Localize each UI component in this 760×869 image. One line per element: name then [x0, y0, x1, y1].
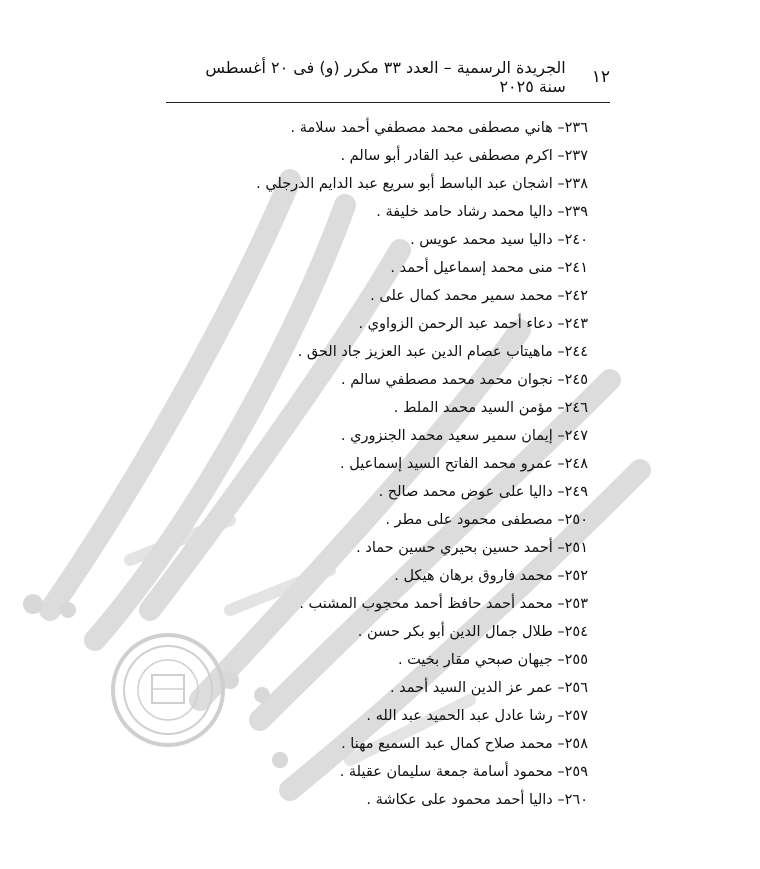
list-item: ٢٤١– منى محمد إسماعيل أحمد .	[390, 260, 588, 276]
list-item: ٢٤٩– داليا على عوض محمد صالح .	[378, 484, 588, 500]
list-item: ٢٥٢– محمد فاروق برهان هيكل .	[394, 568, 588, 584]
list-item: ٢٥٥– جيهان صبحي مقار بخيت .	[397, 652, 588, 668]
list-item: ٢٤٢– محمد سمير محمد كمال على .	[370, 288, 588, 304]
list-item: ٢٤٣– دعاء أحمد عبد الرحمن الزواوي .	[358, 316, 588, 332]
list-item: ٢٣٩– داليا محمد رشاد حامد خليفة .	[376, 204, 588, 220]
watermark-dot	[60, 602, 76, 618]
list-item: ٢٤٨– عمرو محمد الفاتح السيد إسماعيل .	[340, 456, 588, 472]
watermark-dot	[23, 594, 43, 614]
list-item: ٢٥٨– محمد صلاح كمال عبد السميع مهنا .	[341, 736, 588, 752]
list-item: ٢٤٦– مؤمن السيد محمد الملط .	[393, 400, 588, 416]
gazette-title: الجريدة الرسمية – العدد ٣٣ مكرر (و) فى ٢٠ أغسطس سنة ٢٠٢٥	[205, 58, 566, 96]
header-divider	[166, 102, 610, 103]
list-item: ٢٣٧– اكرم مصطفى عبد القادر أبو سالم .	[340, 148, 588, 164]
list-item: ٢٣٦– هاني مصطفى محمد مصطفي أحمد سلامة .	[290, 120, 588, 136]
list-item: ٢٣٨– اشجان عبد الباسط أبو سريع عبد الدايم الدرجلي .	[256, 176, 588, 192]
list-item: ٢٥٦– عمر عز الدين السيد أحمد .	[389, 680, 588, 696]
list-item: ٢٤٤– ماهيتاب عصام الدين عبد العزيز جاد الحق .	[297, 344, 588, 360]
list-item: ٢٤٠– داليا سيد محمد عويس .	[410, 232, 588, 248]
list-item: ٢٥٠– مصطفى محمود على مطر .	[385, 512, 588, 528]
list-item: ٢٥٣– محمد أحمد حافظ أحمد محجوب المشنب .	[299, 596, 588, 612]
list-item: ٢٥٩– محمود أسامة جمعة سليمان عقيلة .	[339, 764, 588, 780]
list-item: ٢٤٧– إيمان سمير سعيد محمد الجنزوري .	[340, 428, 588, 444]
list-item: ٢٤٥– نجوان محمد محمد مصطفي سالم .	[341, 372, 588, 388]
page-header	[180, 58, 610, 96]
list-item: ٢٦٠– داليا أحمد محمود على عكاشة .	[366, 792, 588, 808]
list-item: ٢٥٧– رشا عادل عبد الحميد عبد الله .	[366, 708, 588, 724]
list-item: ٢٥١– أحمد حسين بحيري حسين حماد .	[356, 540, 588, 556]
list-item: ٢٥٤– طلال جمال الدين أبو بكر حسن .	[357, 624, 588, 640]
page-number: ١٢	[591, 67, 610, 87]
names-list	[148, 114, 588, 814]
